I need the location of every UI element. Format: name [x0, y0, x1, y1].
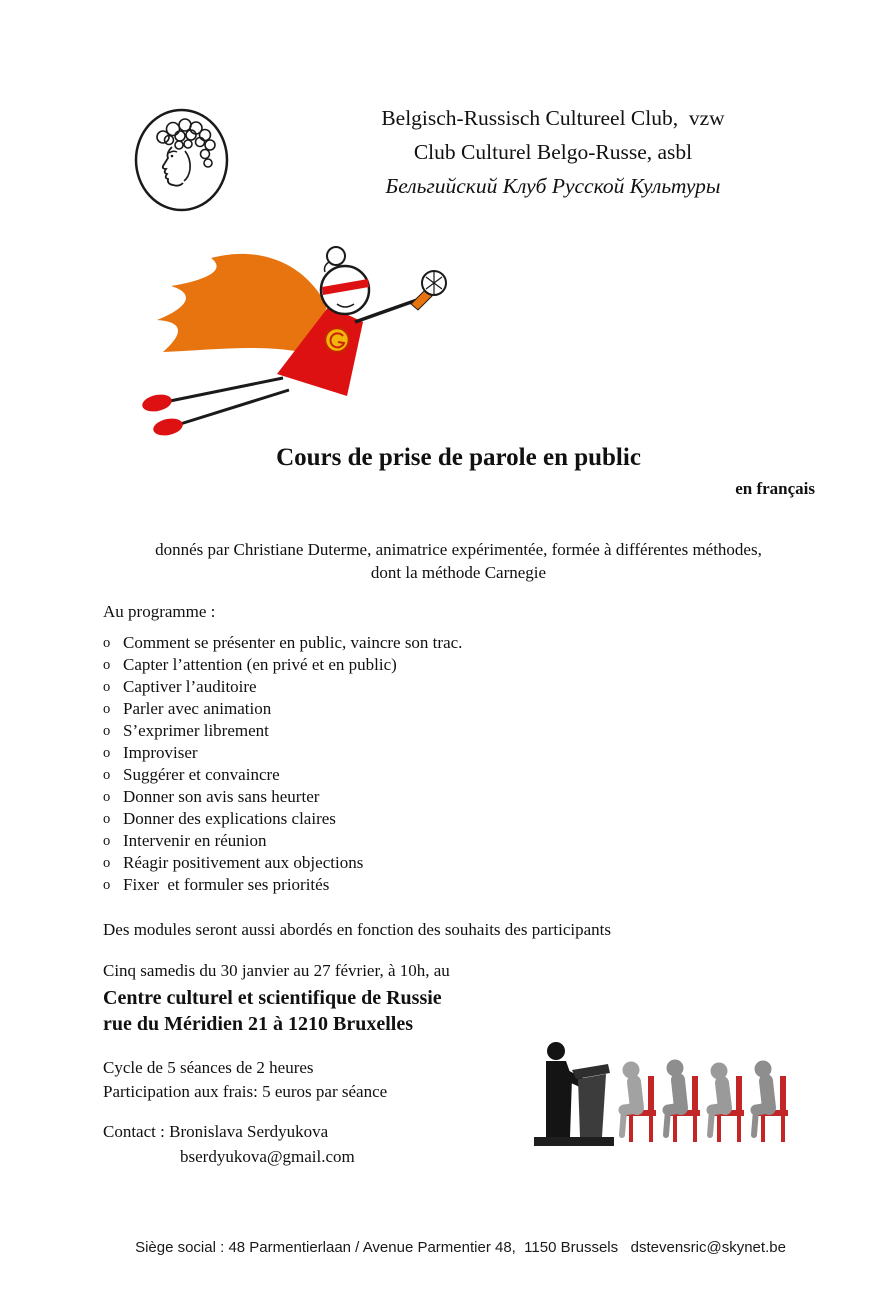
program-item-text: S’exprimer librement: [123, 721, 269, 740]
instructor-intro-line1: donnés par Christiane Duterme, animatrice expérimentée, formée à différentes méthodes,: [155, 540, 762, 559]
contact-name: Contact : Bronislava Serdyukova: [103, 1122, 329, 1141]
program-list: [103, 632, 743, 896]
bullet-icon: o: [103, 833, 111, 849]
superwoman-speaker-illustration-icon: [115, 226, 447, 444]
instructor-intro-line2: dont la méthode Carnegie: [370, 563, 547, 582]
program-item-text: Donner des explications claires: [123, 809, 336, 828]
bullet-icon: o: [103, 635, 111, 651]
bullet-icon: o: [103, 701, 111, 717]
speaker-audience-illustration-icon: [528, 1038, 800, 1150]
program-item: [103, 698, 743, 720]
bullet-icon: o: [103, 745, 111, 761]
program-item-text: Fixer et formuler ses priorités: [123, 875, 330, 894]
bullet-icon: o: [103, 811, 111, 827]
venue-block: [103, 985, 442, 1037]
program-item-text: Suggérer et convaincre: [123, 765, 280, 784]
bullet-icon: o: [103, 657, 111, 673]
club-names: [240, 101, 866, 203]
course-title: Cours de prise de parole en public: [276, 444, 641, 471]
contact-email: bserdyukova@gmail.com: [180, 1147, 355, 1166]
program-item-text: Captiver l’auditoire: [123, 677, 257, 696]
schedule-intro: Cinq samedis du 30 janvier au 27 février, à 10h, au: [103, 961, 450, 980]
bullet-icon: o: [103, 789, 111, 805]
program-item: [103, 676, 743, 698]
language-note: en français: [735, 479, 815, 498]
program-item: [103, 786, 743, 808]
venue-address: rue du Méridien 21 à 1210 Bruxelles: [103, 1013, 413, 1035]
program-item-text: Parler avec animation: [123, 699, 272, 718]
program-item: [103, 742, 743, 764]
bullet-icon: o: [103, 723, 111, 739]
cycle-info: Cycle de 5 séances de 2 heures: [103, 1058, 314, 1077]
club-logo-pushkin-icon: [133, 107, 230, 213]
program-item-text: Improviser: [123, 743, 198, 762]
bullet-icon: o: [103, 679, 111, 695]
program-item: [103, 654, 743, 676]
fee-info: Participation aux frais: 5 euros par séance: [103, 1082, 388, 1101]
program-item-text: Comment se présenter en public, vaincre son trac.: [123, 633, 463, 652]
instructor-intro: [26, 538, 891, 584]
program-item: [103, 632, 743, 654]
club-name-dutch: Belgisch-Russisch Cultureel Club, vzw: [381, 106, 725, 130]
club-name-russian: Бельгийский Клуб Русской Культуры: [385, 174, 721, 198]
bullet-icon: o: [103, 877, 111, 893]
footer-address: Siège social : 48 Parmentierlaan / Avenue Parmentier 48, 1150 Brussels dstevensric@skynet.be: [135, 1239, 786, 1256]
program-heading: Au programme :: [103, 602, 216, 621]
program-item: [103, 808, 743, 830]
modules-note: Des modules seront aussi abordés en fonction des souhaits des participants: [103, 920, 612, 939]
club-name-french: Club Culturel Belgo-Russe, asbl: [413, 140, 693, 164]
program-item: [103, 874, 743, 896]
program-item-text: Intervenir en réunion: [123, 831, 267, 850]
program-item-text: Capter l’attention (en privé et en public): [123, 655, 397, 674]
program-item: [103, 720, 743, 742]
program-item-text: Donner son avis sans heurter: [123, 787, 320, 806]
venue-name: Centre culturel et scientifique de Russie: [103, 987, 442, 1009]
program-item-text: Réagir positivement aux objections: [123, 853, 364, 872]
program-item: [103, 764, 743, 786]
bullet-icon: o: [103, 767, 111, 783]
program-item: [103, 852, 743, 874]
program-item: [103, 830, 743, 852]
pricing-block: [103, 1056, 387, 1104]
bullet-icon: o: [103, 855, 111, 871]
